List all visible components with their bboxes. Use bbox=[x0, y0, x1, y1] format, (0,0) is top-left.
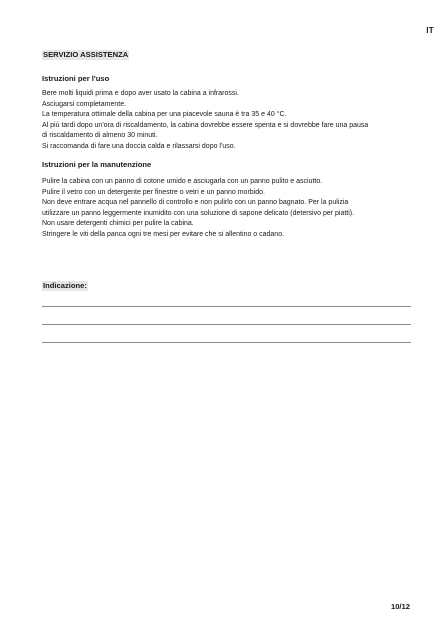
usage-line: La temperatura ottimale della cabina per una piacevole sauna è tra 35 e 40 °C. bbox=[42, 111, 287, 119]
maintenance-line: Stringere le viti della panca ogni tre mesi per evitare che si allentino o cadano. bbox=[42, 230, 285, 238]
notes-line bbox=[42, 306, 411, 307]
page-number: 10/12 bbox=[390, 602, 410, 611]
usage-instructions bbox=[42, 89, 414, 153]
usage-heading: Istruzioni per l'uso bbox=[42, 74, 110, 83]
language-label: IT bbox=[426, 26, 434, 35]
usage-line: Al più tardi dopo un'ora di riscaldamento, la cabina dovrebbe essere spenta e si dovrebbe fare una pausa bbox=[42, 121, 369, 129]
usage-line: di riscaldamento di almeno 30 minuti. bbox=[42, 132, 158, 140]
notes-line bbox=[42, 342, 411, 343]
usage-line: Bere molti liquidi prima e dopo aver usato la cabina a infrarossi. bbox=[42, 90, 239, 97]
maintenance-heading: Istruzioni per la manutenzione bbox=[42, 160, 152, 169]
maintenance-line: Pulire la cabina con un panno di cotone umido e asciugarla con un panno pulito e asciutto. bbox=[42, 178, 323, 185]
usage-line: Asciugarsi completamente. bbox=[42, 100, 127, 108]
notes-line bbox=[42, 324, 411, 325]
maintenance-line: utilizzare un panno leggermente inumidito con una soluzione di sapone delicato (detersivo per piatti). bbox=[42, 209, 355, 217]
maintenance-line: Non deve entrare acqua nel pannello di controllo e non pulirlo con un panno bagnato. Per la pulizia bbox=[42, 199, 349, 207]
usage-line: Si raccomanda di fare una doccia calda e rilassarsi dopo l'uso. bbox=[42, 142, 236, 150]
service-title: SERVIZIO ASSISTENZA bbox=[43, 50, 129, 59]
maintenance-line: Non usare detergenti chimici per pulire la cabina. bbox=[42, 220, 194, 228]
maintenance-line: Pulire il vetro con un detergente per finestre o vetri e un panno morbido. bbox=[42, 188, 265, 196]
notes-heading: Indicazione: bbox=[43, 281, 87, 290]
maintenance-instructions bbox=[42, 177, 414, 241]
